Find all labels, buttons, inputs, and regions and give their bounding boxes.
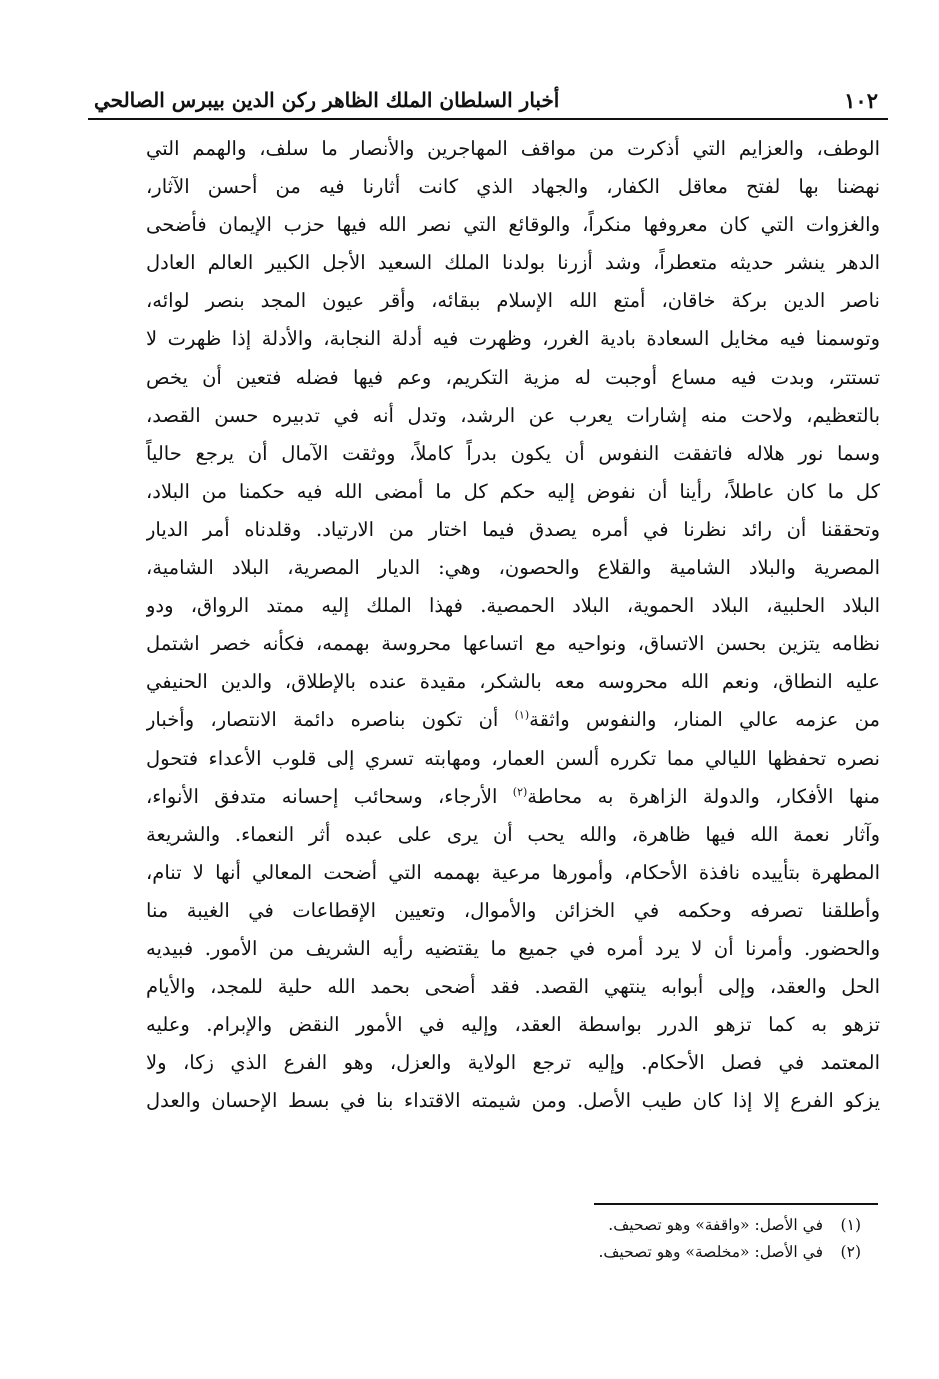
footnote-text: في الأصل: «واقفة» وهو تصحيف. bbox=[608, 1216, 823, 1234]
line-text: تزهو به كما تزهو الدرر بواسطة العقد، وإليه في الأمور النقض والإبرام. وعليه bbox=[146, 1013, 880, 1037]
text-line bbox=[146, 701, 880, 739]
text-line bbox=[146, 778, 880, 816]
text-line bbox=[146, 1006, 880, 1044]
line-text: والحضور. وأمرنا أن لا يرد أمره في جميع ما يقتضيه رأيه الشريف من الأمور. فبيديه bbox=[146, 936, 880, 960]
header-rule bbox=[88, 118, 888, 120]
text-line bbox=[146, 359, 880, 397]
text-line bbox=[146, 854, 880, 892]
footnote-number: (١) bbox=[840, 1216, 861, 1234]
footnotes bbox=[598, 1212, 861, 1266]
text-line bbox=[146, 282, 880, 320]
text-line bbox=[146, 930, 880, 968]
line-text: وتحققنا أن رائد نظرنا في أمره يصدق فيما اختار من الارتياد. وقلدناه أمر الديار bbox=[146, 517, 880, 541]
text-line bbox=[146, 320, 880, 358]
line-text-continued: الأرجاء، وسحائب إحسانه متدفق الأنواء، bbox=[146, 784, 513, 808]
text-line bbox=[146, 1044, 880, 1082]
line-text: وآثار نعمة الله فيها ظاهرة، والله يحب أن يرى على عبده أثر النعماء. والشريعة bbox=[146, 822, 880, 846]
footnote-text: في الأصل: «مخلصة» وهو تصحيف. bbox=[598, 1243, 823, 1261]
line-text: من عزمه عالي المنار، والنفوس واثقة bbox=[529, 708, 880, 732]
text-line bbox=[146, 435, 880, 473]
line-text: المصرية والبلاد الشامية والقلاع والحصون، وهي: الديار المصرية، البلاد الشامية، bbox=[146, 556, 880, 580]
line-text: يزكو الفرع إلا إذا كان طيب الأصل. ومن شيمته الاقتداء بنا في بسط الإحسان والعدل bbox=[146, 1089, 880, 1113]
footnote-marker: (١) bbox=[514, 708, 530, 722]
line-text: كل ما كان عاطلاً، رأينا أن نفوض إليه حكم كل ما أمضى الله فيه حكمنا من البلاد، bbox=[146, 479, 880, 503]
line-text: نصره تحفظها الليالي مما تكرره ألسن العمار، ومهابته تسري إلى قلوب الأعداء فتحول bbox=[146, 746, 880, 770]
text-line bbox=[146, 587, 880, 625]
text-line bbox=[146, 663, 880, 701]
line-text: الدهر ينشر حديثه متعطراً، وشد أزرنا بولدنا الملك السعيد الأجل الكبير العالم العادل bbox=[146, 251, 880, 275]
line-text: تستتر، وبدت فيه مساع أوجبت له مزية التكريم، وعم فيها فضله فتعين أن يخص bbox=[146, 365, 880, 389]
text-line bbox=[146, 244, 880, 282]
line-text: نظامه يتزين بحسن الاتساق، ونواحيه مع اتساعها محروسة بهممه، فكأنه خصر اشتمل bbox=[146, 632, 880, 656]
running-header bbox=[88, 84, 888, 118]
text-line bbox=[146, 816, 880, 854]
footnote bbox=[598, 1239, 861, 1266]
running-title: أخبار السلطان الملك الظاهر ركن الدين بيبرس الصالحي bbox=[94, 88, 560, 112]
footnote-marker: (٢) bbox=[512, 785, 528, 799]
line-text: وأطلقنا تصرفه وحكمه في الخزائن والأموال، وتعيين الإقطاعات في الغيبة منا bbox=[146, 898, 880, 922]
line-text: عليه النطاق، ونعم الله محروسه معه بالشكر، مقيدة عنده بالإطلاق، والدين الحنيفي bbox=[146, 670, 880, 694]
text-line bbox=[146, 1082, 880, 1120]
text-line bbox=[146, 892, 880, 930]
text-line bbox=[146, 549, 880, 587]
text-line bbox=[146, 740, 880, 778]
footnote-rule bbox=[594, 1203, 878, 1205]
page-number: ١٠٢ bbox=[844, 88, 878, 113]
text-line bbox=[146, 625, 880, 663]
line-text: وتوسمنا فيه مخايل السعادة بادية الغرر، وظهرت فيه أدلة النجابة، والأدلة إذا ظهرت لا bbox=[146, 327, 880, 351]
line-text: البلاد الحلبية، البلاد الحموية، البلاد الحمصية. فهذا الملك إليه ممتد الرواق، ودو bbox=[146, 594, 880, 618]
line-text: الحل والعقد، وإلى أبوابه ينتهي القصد. فقد أضحى بحمد الله حلية للمجد، والأيام bbox=[146, 975, 880, 999]
text-line bbox=[146, 397, 880, 435]
line-text: والغزوات التي كان معروفها منكراً، والوقائع التي نصر الله فيها حزب الإيمان فأضحى bbox=[146, 213, 880, 237]
line-text: الوطف، والعزايم التي أذكرت من مواقف المهاجرين والأنصار ما سلف، والهمم التي bbox=[146, 137, 880, 160]
line-text: وسما نور هلاله فاتفقت النفوس أن يكون بدراً كاملاً، ووثقت الآمال أن يرجع حالياً bbox=[146, 441, 880, 465]
text-line bbox=[146, 511, 880, 549]
line-text: منها الأفكار، والدولة الزاهرة به محاطة bbox=[527, 784, 880, 808]
line-text: نهضنا بها لفتح معاقل الكفار، والجهاد الذي كانت أثارنا فيه من أحسن الآثار، bbox=[146, 175, 880, 199]
body-text bbox=[146, 130, 880, 1120]
text-line bbox=[146, 130, 880, 168]
footnote bbox=[598, 1212, 861, 1239]
text-line bbox=[146, 473, 880, 511]
text-line bbox=[146, 168, 880, 206]
text-line bbox=[146, 968, 880, 1006]
line-text: المعتمد في فصل الأحكام. وإليه ترجع الولاية والعزل، وهو الفرع الذي زكا، ولا bbox=[146, 1051, 880, 1075]
footnote-number: (٢) bbox=[840, 1243, 861, 1261]
line-text: ناصر الدين بركة خاقان، أمتع الله الإسلام ببقائه، وأقر عيون المجد بنصر لوائه، bbox=[146, 289, 880, 313]
line-text-continued: أن تكون بناصره دائمة الانتصار، وأخبار bbox=[146, 708, 515, 732]
line-text: المطهرة بتأييده نافذة الأحكام، وأمورها مرعية بهممه التي أضحت المعالي أنها لا تنام، bbox=[146, 860, 880, 884]
line-text: بالتعظيم، ولاحت منه إشارات يعرب عن الرشد، وتدل أنه في تدبيره حسن القصد، bbox=[146, 403, 880, 427]
text-line bbox=[146, 206, 880, 244]
